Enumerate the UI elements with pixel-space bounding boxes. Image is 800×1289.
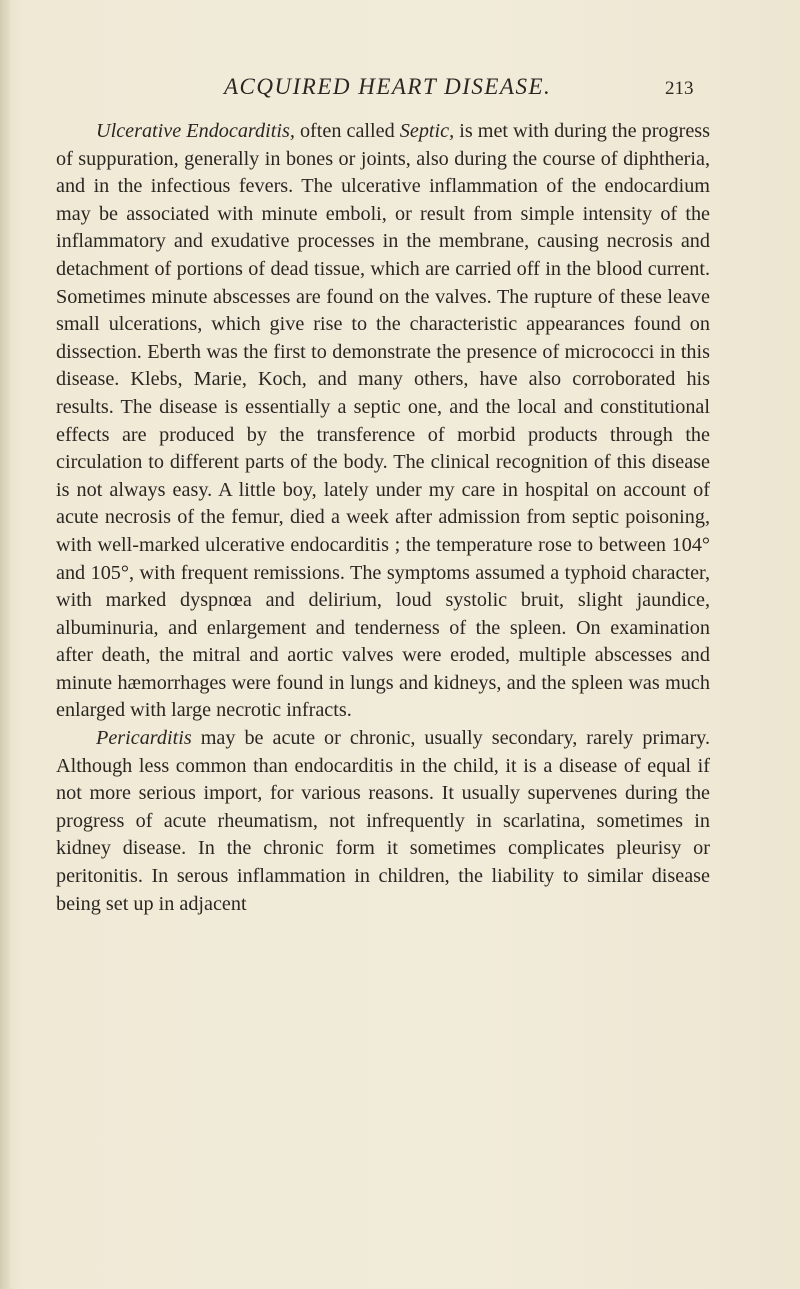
page-gutter	[0, 0, 10, 1289]
term-septic: Septic,	[399, 120, 455, 142]
paragraph-text: is met with during the progress of suppuration, generally in bones or joints, also during the course of diphtheria, and in the infectious fevers. The ulcerative inflammation of the endocardium may be associated with minute emboli, or result from simple intensity of the inflammatory and exudative processes in the membrane, causing necrosis and detachment of portions of dead tissue, which are carried off in the blood current. Sometimes minute abscesses are found on the valves. The rupture of these leave small ulcerations, which give rise to the characteristic appearances found on dissection. Eberth was the first to demonstrate the presence of micrococci in this disease. Klebs, Marie, Koch, and many others, have also corroborated his results. The disease is essentially a septic one, and the local and constitutional effects are produced by the transference of morbid products through the circulation to different parts of the body. The clinical recognition of this disease is not always easy. A little boy, lately under my care in hospital on account of acute necrosis of the femur, died a week after admission from septic poisoning, with well-marked ulcerative endocarditis ; the temperature rose to between 104° and 105°, with frequent remissions. The symptoms assumed a typhoid character, with marked dyspnœa and delirium, loud systolic bruit, slight jaundice, albuminuria, and enlargement and tenderness of the spleen. On examination after death, the mitral and aortic valves were eroded, multiple abscesses and minute hæmorrhages were found in lungs and kidneys, and the spleen was much enlarged with large necrotic infracts.	[56, 120, 711, 722]
heading-ulcerative-endocarditis: Ulcerative Endocarditis,	[96, 120, 295, 142]
paragraph-pericarditis	[56, 725, 710, 918]
paragraph-ulcerative-endocarditis	[56, 118, 710, 725]
paragraph-text: may be acute or chronic, usually secondary, rarely primary. Although less common than endocarditis in the child, it is a disease of equal if not more serious import, for various reasons. It usually supervenes during the progress of acute rheumatism, not infrequently in scarlatina, sometimes in kidney disease. In the chronic form it sometimes complicates pleurisy or peritonitis. In serous inflammation in children, the liability to similar disease being set up in adjacent	[56, 727, 710, 915]
paragraph-text: often called	[294, 120, 400, 142]
page-number: 213	[665, 78, 694, 99]
page-header	[0, 74, 800, 106]
heading-pericarditis: Pericarditis	[96, 727, 192, 750]
body-text	[56, 118, 710, 918]
running-title: ACQUIRED HEART DISEASE.	[224, 74, 552, 99]
